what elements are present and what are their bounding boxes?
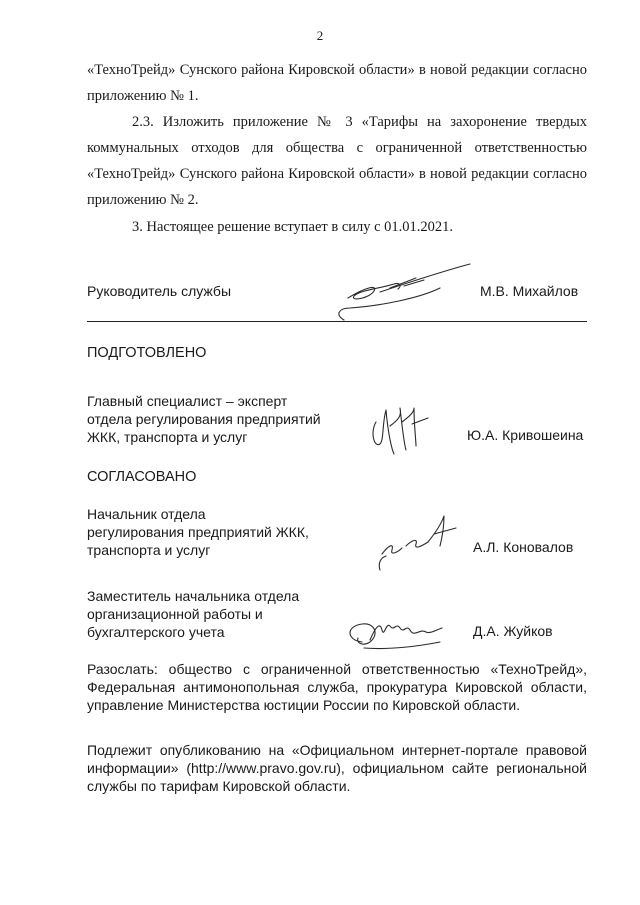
prepared-name: Ю.А. Кривошеина: [467, 427, 584, 443]
prepared-signature: [368, 404, 438, 464]
paragraph-2-3: 2.3. Изложить приложение № 3 «Тарифы на захоронение твердых коммунальных отходов для общества с ограниченной ответственностью «ТехноТрейд» Сунского района Кировской области» в новой редакции согласно приложению № 2.: [87, 114, 587, 208]
agreed-signer-1-position: [87, 505, 327, 559]
agreed-signer-1-position-text: Начальник отдела регулирования предприятий ЖКК, транспорта и услуг: [87, 506, 309, 558]
signature-divider: [87, 321, 587, 322]
agreed-signer-2-signature: [340, 612, 450, 658]
prepared-position-text: Главный специалист – эксперт отдела регулирования предприятий ЖКК, транспорта и услуг: [87, 393, 321, 445]
agreed-signer-2-position: [87, 587, 327, 641]
agreed-signer-1-signature: [372, 512, 468, 572]
publication-note: Подлежит опубликованию на «Официальном интернет-портале правовой информации» (http://www.pravo.gov.ru), официальном сайте региональной службы по тарифам Кировской области.: [87, 742, 587, 794]
distribution-list: Разослать: общество с ограниченной ответственностью «ТехноТрейд», Федеральная антимонопольная служба, прокуратура Кировской области, управление Министерства юстиции России по Кировской области.: [87, 661, 587, 713]
head-name: М.В. Михайлов: [480, 283, 579, 299]
head-position: Руководитель службы: [87, 283, 232, 299]
prepared-title: ПОДГОТОВЛЕНО: [87, 345, 207, 361]
agreed-title: СОГЛАСОВАНО: [87, 469, 197, 485]
agreed-signer-1-name-text: А.Л. Коновалов: [473, 539, 574, 555]
paragraph-continuation: «ТехноТрейд» Сунского района Кировской области» в новой редакции согласно приложению № 1.: [87, 62, 587, 104]
page-number: 2: [316, 28, 324, 43]
paragraph-3: 3. Настоящее решение вступает в силу с 01.01.2021.: [132, 219, 454, 235]
prepared-position: [87, 392, 327, 446]
agreed-signer-2-name: Д.А. Жуйков: [473, 623, 553, 639]
head-signature: [320, 258, 480, 324]
agreed-signer-2-position-text: Заместитель начальника отдела организационной работы и бухгалтерского учета: [87, 588, 300, 640]
